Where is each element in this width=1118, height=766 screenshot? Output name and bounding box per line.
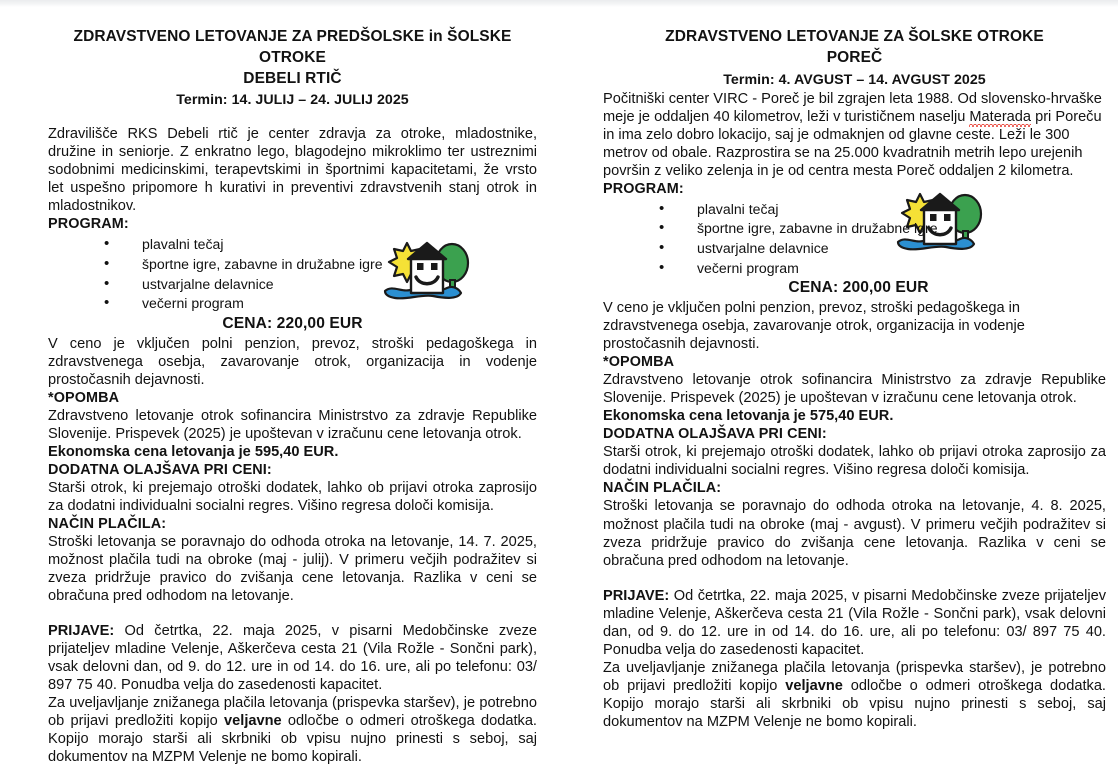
left-price-includes: V ceno je vključen polni penzion, prevoz, stroški pedagoškega in zdravstvenega osebja, zavarovanje otrok, organizacija in vodenje prostočasnih dejavnosti. [48,336,537,389]
right-title-line2: POREČ [826,48,883,66]
right-payment-text: Stroški letovanja se poravnajo do odhoda otroka na letovanje, 4. 8. 2025, možnost plačila tudi na obroke (maj - avgust). V primeru večjih podražitev si zveza pridržuje pravico do zvišanja cene letovanja. Razlika v ceni se obračuna pred odhodom na letovanje. [603,498,1106,569]
list-item: • ustvarjalne delavnice [659,240,1106,257]
column-porec [559,7,1118,731]
left-price: CENA: 220,00 EUR [222,315,363,333]
right-note-text: Zdravstveno letovanje otrok sofinancira Ministrstvo za zdravje Republike Slovenije. Prispevek (2025) je upoštevan v izračunu cene letovanja otrok. [603,372,1106,407]
list-item: • večerni program [659,260,1106,277]
top-edge-band [0,0,1118,7]
left-note-label: *OPOMBA [48,390,120,407]
right-price-includes: V ceno je vključen polni penzion, prevoz, stroški pedagoškega in zdravstvenega osebja, zavarovanje otrok, organizacija in vodenje prostočasnih dejavnosti. [603,300,1025,353]
list-item: • plavalni tečaj [104,236,537,253]
right-applications-paragraph [603,587,1106,659]
right-documents-emphasis: veljavne [785,677,843,694]
right-intro-paragraph [603,90,1106,180]
left-documents-emphasis: veljavne [224,713,282,730]
right-documents-paragraph [603,659,1106,731]
right-intro-text-1: Počitniški center VIRC - Poreč je bil zgrajen leta 1988. Od slovensko-hrvaške meje je oddaljen 40 kilometrov, leži v turističnem naselju [603,90,1102,125]
right-term: Termin: 4. AVGUST – 14. AVGUST 2025 [723,71,986,88]
left-note-text: Zdravstveno letovanje otrok sofinancira Ministrstvo za zdravje Republike Slovenije. Prispevek (2025) je upoštevan v izračunu cene letovanja otrok. [48,408,537,443]
spellcheck-flagged-word: Materada [969,108,1032,125]
left-title-line2: DEBELI RTIČ [243,69,342,87]
right-economic-price: Ekonomska cena letovanja je 575,40 EUR. [603,408,894,425]
left-documents-text-1: Za uveljavljanje znižanega plačila letovanja (prispevka staršev), je potrebno ob prijavi predložiti kopijo [48,695,537,730]
list-item: • športne igre, zabavne in družabne igre [104,256,537,273]
right-documents-text-1: Za uveljavljanje znižanega plačila letovanja (prispevka staršev), je potrebno ob prijavi predložiti kopijo [603,659,1106,694]
right-program-label: PROGRAM: [603,180,684,197]
left-discount-text: Starši otrok, ki prejemajo otroški dodatek, lahko ob prijavi otroka zaprosijo za dodatni individualni socialni regres. Višino regresa določi komisija. [48,480,537,515]
left-program-block [48,236,537,312]
left-applications-text: Od četrtka, 22. maja 2025, v pisarni Medobčinske zveze prijateljev mladine Velenje, Aškerčeva cesta 21 (Vila Rožle - Sončni park), vsak delovni dan, od 9. do 12. ure in od 14. do 16. ure, ali po telefonu: 03/ 897 75 40. Ponudba velja do zasedenosti kapacitet. [48,623,537,694]
right-program-block [603,201,1106,277]
list-item: • ustvarjalne delavnice [104,276,537,293]
list-item: • športne igre, zabavne in družabne igre [659,220,1106,237]
right-applications-label: PRIJAVE: [603,587,670,604]
right-price: CENA: 200,00 EUR [788,279,929,297]
right-payment-label: NAČIN PLAČILA: [603,480,722,497]
left-documents-paragraph [48,694,537,766]
right-program-list [603,201,1106,277]
column-debeli-rtic [0,7,559,766]
right-note-label: *OPOMBA [603,354,675,371]
right-discount-text: Starši otrok, ki prejemajo otroški dodatek, lahko ob prijavi otroka zaprosijo za dodatni individualni socialni regres. Višino regresa določi komisija. [603,444,1106,479]
left-economic-price: Ekonomska cena letovanja je 595,40 EUR. [48,444,339,461]
left-payment-label: NAČIN PLAČILA: [48,516,167,533]
right-intro-text-2: pri Poreču in ima zelo dobro lokacijo, saj je odmaknjen od glavne ceste. Leži le 300 metrov od obale. Razprostira se na 25.000 kvadratnih metrih lepo urejenih površin z veliko zelenja in je od centra mesta Poreč oddaljen 2 kilometra. [603,108,1102,179]
left-program-label: PROGRAM: [48,216,129,233]
two-column-layout [0,7,1118,766]
right-title-line1: ZDRAVSTVENO LETOVANJE ZA ŠOLSKE OTROKE [665,28,1044,45]
left-applications-label: PRIJAVE: [48,623,115,640]
left-payment-text: Stroški letovanja se poravnajo do odhoda otroka na letovanje, 14. 7. 2025, možnost plačila tudi na obroke (maj - julij). V primeru večjih podražitev si zveza pridržuje pravico do zvišanja cene letovanja. Razlika v ceni se obračuna pred odhodom na letovanje. [48,534,537,605]
left-documents-text-2: odločbe o odmeri otroškega dodatka. Kopijo morajo starši ali skrbniki ob vpisu nujno prinesti s seboj, saj dokumentov na MZPM Velenje ne bomo kopirali. [48,713,537,766]
right-discount-label: DODATNA OLAJŠAVA PRI CENI: [603,426,827,443]
list-item: • plavalni tečaj [659,201,1106,218]
left-title [48,27,537,89]
right-applications-text: Od četrtka, 22. maja 2025, v pisarni Medobčinske zveze prijateljev mladine Velenje, Aškerčeva cesta 21 (Vila Rožle - Sončni park), vsak delovni dan, od 9. do 12. ure in od 14. do 16. ure, ali po telefonu: 03/ 897 75 40. Ponudba velja do zasedenosti kapacitet. [603,587,1106,658]
left-discount-label: DODATNA OLAJŠAVA PRI CENI: [48,462,272,479]
left-intro-paragraph: Zdravilišče RKS Debeli rtič je center zdravja za otroke, mladostnike, družine in seniorje. Z enkratno lego, blagodejno mikroklimo ter ustreznimi sodobnimi medicinskimi, terapevtskimi in športnimi kapacitetami, že vrsto let uspešno pripomore h kurativi in preventivi zdravstvenih stanj otrok in mladostnikov. [48,126,537,215]
left-applications-paragraph [48,622,537,694]
left-title-line1: ZDRAVSTVENO LETOVANJE ZA PREDŠOLSKE in ŠOLSKE OTROKE [73,28,512,66]
right-documents-text-2: odločbe o odmeri otroškega dodatka. Kopijo morajo starši ali skrbniki ob vpisu nujno prinesti s seboj, saj dokumentov na MZPM Velenje ne bomo kopirali. [603,677,1106,730]
list-item: • večerni program [104,295,537,312]
left-term: Termin: 14. JULIJ – 24. JULIJ 2025 [176,92,409,109]
right-title [603,27,1106,69]
